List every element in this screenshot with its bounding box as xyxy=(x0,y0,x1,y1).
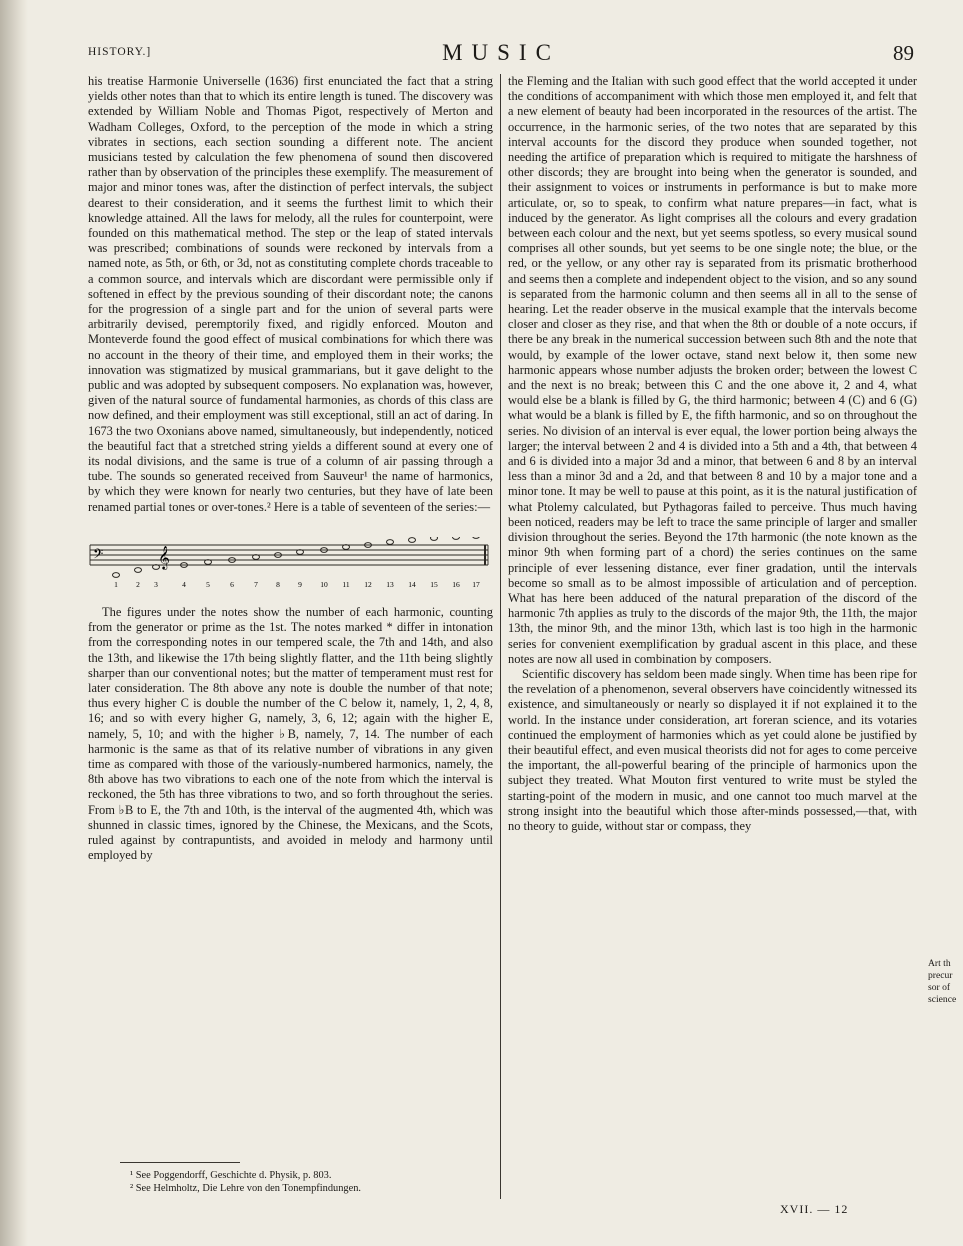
harmonic-number-label: 9 xyxy=(298,579,302,589)
treble-clef-icon: 𝄞 xyxy=(158,546,170,569)
harmonic-number-label: 17 xyxy=(472,579,480,589)
harmonic-numbers xyxy=(114,580,480,589)
harmonic-series-staff xyxy=(88,537,493,591)
right-paragraph-2: Scientific discovery has seldom been made singly. When time has been ripe for the revelation of a phenomenon, several observers have coincidently witnessed its existence, and simultaneously or nearly so displayed it if not explained it to the world. In the instance under consideration, art foreran science, and its votaries continued the employment of harmonies which as yet could alone be justified by their beautiful effect, and even musical theorists did not for ages to come perceive the important, the all-powerful bearing of the principle of harmonics upon the subject they treated. What Mouton first ventured to write must be styled the starting-point of the modern in music, and one cannot too much marvel at the strong insight into the beautiful which those after-minds possessed,—that, with no theory to guide, without star or compass, they xyxy=(508,666,917,833)
sidenote-line: science xyxy=(928,994,957,1005)
harmonic-number-label: 5 xyxy=(206,579,210,589)
sidenote-line: precur xyxy=(928,970,953,981)
harmonic-number-label: 7 xyxy=(254,579,258,589)
margin-sidenote xyxy=(928,958,963,1006)
left-paragraph-2: The figures under the notes show the number of each harmonic, counting from the generator or prime as the 1st. The notes marked * differ in intonation from the corresponding notes in our tempered scale, the 7th and 14th, and also the 13th, and likewise the 17th being slightly flatter, and the 11th being slightly sharper than our conventional notes; but the matter of temperament must rest for later consideration. The 8th above any note is double the number of that note; thus every higher C is double the number of the C below it, namely, 1, 2, 4, 8, 16; and so with every higher G, namely, 3, 6, 12; again with the higher E, namely, 5, 10; and with the higher ♭B, namely, 7, 14. The number of each harmonic is the same as that of its relative number of vibrations in any given time as compared with those of the variously-numbered harmonics, namely, the 8th above has two vibrations to each one of the note from which the interval is reckoned, the 5th has three vibrations to two, and so forth throughout the series. From ♭B to E, the 7th and 10th, is the interval of the augmented 4th, which was shunned in classic times, ignored by the Chinese, the Mexicans, and the Scots, ruled against by contrapuntists, and avoided in melody and harmony until employed by xyxy=(88,604,493,863)
left-paragraph-1: his treatise Harmonie Universelle (1636) first enunciated the fact that a string yields other notes than that to which its entire length is tuned. The discovery was extended by William Noble and Thomas Pigot, respectively of Merton and Wadham Colleges, Oxford, to the perception of the mode in which a string vibrates in sections, each section sounding a different note. The ancient musicians tested by calculation the few phenomena of sound then discovered rather than by observation of the principles these exemplify. The measurement of major and minor tones was, after the distinction of perfect intervals, the subject dearest to their consideration, and it seems the furthest limit to which their knowledge attained. All the laws for melody, all the rules for counterpoint, were founded on this mathematical method. The step or the leap of stated intervals was prescribed; combinations of sounds were reckoned by intervals from a named note, as 5th, or 6th, or 3d, not as constituting complete chords traceable to a common source, and intervals which are discordant were permissible only if softened in effect by the previous sounding of their discordant note; the canons for the progression of a single part and for the union of several parts were arbitrarily devised, peremptorily fixed, and rigidly enforced. Mouton and Monteverde found the good effect of musical combinations for which there was no account in the theory of their time, and employed them in their works; the innovation was stigmatized by musical grammarians, but it gave delight to the public and was adopted by subsequent composers. No explanation was, however, given of the natural source of fundamental harmonies, as chords of this class are now defined, and their employment was still exceptional, still an act of daring. In 1673 the two Oxonians above named, simultaneously, but independently, noticed the beautiful fact that a stretched string yields a different sound at every one of its nodal divisions, and the same is true of a column of air passing through a tube. The sounds so generated received from Sauveur¹ the name of harmonics, by which they were known for nearly two centuries, but they have of late been renamed partial tones or over-tones.² Here is a table of seventeen of the series:— xyxy=(88,74,493,514)
harmonic-number-label: 1 xyxy=(114,579,118,589)
footnote-2: ² See Helmholtz, Die Lehre von den Tonempfindungen. xyxy=(130,1183,362,1194)
column-divider xyxy=(500,74,501,1199)
harmonic-number-label: 11 xyxy=(342,579,350,589)
page-title: MUSIC xyxy=(442,40,560,65)
harmonic-number-label: 8 xyxy=(276,579,280,589)
bass-clef-icon: 𝄢 xyxy=(93,547,104,565)
harmonic-number-label: 13 xyxy=(386,579,394,589)
section-label: HISTORY.] xyxy=(88,46,152,58)
footnotes xyxy=(100,1162,490,1195)
harmonic-number-label: 3 xyxy=(154,579,158,589)
page-binding-shadow xyxy=(0,0,28,1246)
harmonic-number-label: 2 xyxy=(136,579,140,589)
harmonic-number-label: 14 xyxy=(408,579,416,589)
running-head xyxy=(88,40,914,70)
page-number: 89 xyxy=(893,41,914,65)
signature-mark: XVII. — 12 xyxy=(780,1202,849,1216)
harmonic-number-label: 16 xyxy=(452,579,460,589)
harmonic-number-label: 12 xyxy=(364,579,372,589)
harmonic-number-label: 6 xyxy=(230,579,234,589)
footnote-rule xyxy=(120,1162,240,1163)
left-column xyxy=(88,74,493,863)
harmonic-number-label: 4 xyxy=(182,579,186,589)
footnote-1: ¹ See Poggendorff, Geschichte d. Physik, p. 803. xyxy=(130,1170,332,1181)
harmonic-number-label: 15 xyxy=(430,579,438,589)
music-example xyxy=(88,537,493,591)
sidenote-line: sor of xyxy=(928,982,951,993)
right-paragraph-1: the Fleming and the Italian with such good effect that the world accepted it under the conditions of accompaniment with which those men employed it, and felt that a new element of beauty had been incorporated in the resources of the artist. The occurrence, in the harmonic series, of the two notes that are separated by this interval accounts for the discord they produce when sounded together, not needing the artifice of preparation which is required to mitigate the harshness of other discords; they are brought into being when the generator is sounded, and their assignment to voices or instruments in performance is but to make more articulate, or, so to speak, to confirm what nature prepares—in fact, what is induced by the generator. As light comprises all the colours and every gradation between each colour and the next, but yet seems spotless, so every musical sound comprises all other sounds, but yet seems to be one single note; the blue, or the red, or the yellow, or any other ray is separated from its prismatic brotherhood and seems then a complete and independent object to the vision, and so any sound is separated from the harmonic column and then seems all in all to the sense of hearing. Let the reader observe in the musical example that the intervals become closer and closer as they rise, and that when the 8th or double of a note occurs, if there be any break in the numerical succession between such 8th and the note that would, by example of the lower octave, stand next below it, then some new harmonic appears whose number adjusts the broken order; between the lowest C and the next is no break; between this C and the one above it, 2 and 4, what would else be a blank is filled by G, the third harmonic; between 4 (C) and 6 (G) what would be a blank is filled by E, the fifth harmonic, and so on throughout the series. No division of an interval is ever equal, the lower portion being always the larger; the interval between 2 and 4 is divided into a 5th and a 4th, that between 4 and 6 is divided into a major 3d and a minor, that between 6 and 8 by an interval less than a minor 3d and a 2d, and that between 8 and 10 by a major tone and a minor tone. It may be well to pause at this point, as it is the natural justification of what Ptolemy calculated, but Pythagoras failed to perceive. Thus much having been noticed, readers may be left to trace the same principle of larger and smaller division throughout the series. Beyond the 17th harmonic (the note known as the minor 9th when forming part of a chord) the series continues on the same principle of ever lessening distance, ever finer gradation, until the intervals become so small as to be almost impossible of articulation and of perception. What has here been adduced of the natural preparation of the discord of the harmonic 7th applies as truly to the discords of the major 9th, the 11th, the major 13th, the minor 9th, and the minor 13th, which last is too high in the harmonic series for convenient exemplification by gradual ascent in this place, and these notes are now all used in combination by composers. xyxy=(508,74,917,666)
harmonic-number-label: 10 xyxy=(320,579,328,589)
right-column xyxy=(508,74,917,834)
sidenote-line: Art th xyxy=(928,958,951,969)
